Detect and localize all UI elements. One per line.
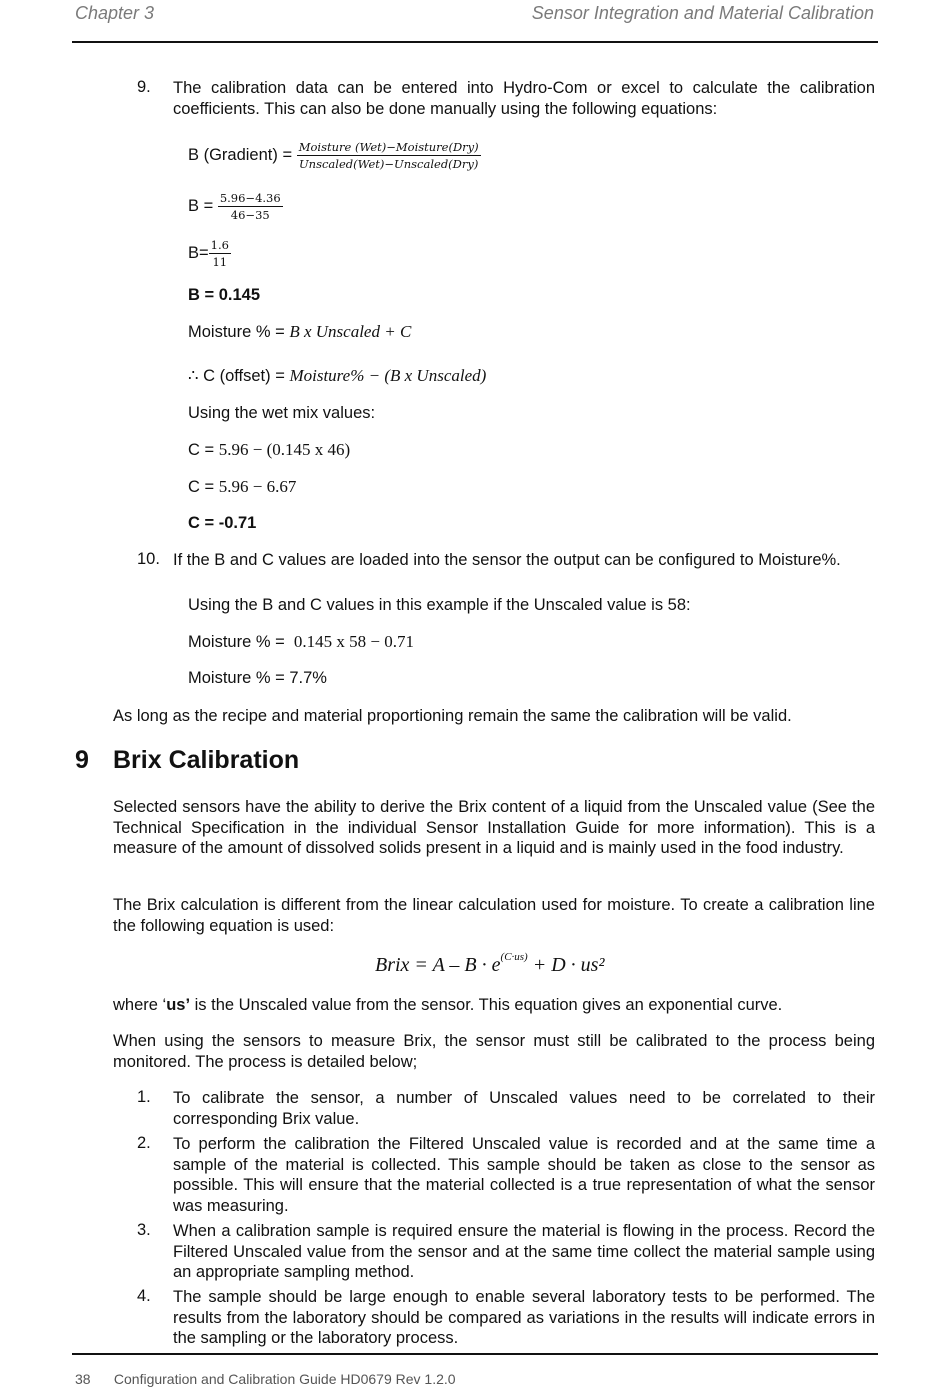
b-eq-numerator: 5.96−4.36 bbox=[219, 191, 281, 205]
b2-label: B= bbox=[188, 244, 209, 262]
moisture-label: Moisture % = bbox=[188, 323, 285, 341]
where-us-paragraph bbox=[113, 995, 875, 1016]
gradient-equation bbox=[188, 140, 481, 171]
where-pre: where ‘ bbox=[113, 996, 167, 1014]
list-item-1: To calibrate the sensor, a number of Unscaled values need to be correlated to their corresponding Brix value. bbox=[173, 1089, 875, 1128]
step-9-number: 9. bbox=[137, 78, 151, 96]
c2-label: C = bbox=[188, 478, 215, 496]
list-item-4: The sample should be large enough to enable several laboratory tests to be performed. The results from the laboratory should be compared as variations in the results will indicate errors in the sampling or the laboratory process. bbox=[173, 1288, 875, 1347]
offset-expression: Moisture% − (B x Unscaled) bbox=[289, 366, 487, 385]
b2-denominator: 11 bbox=[212, 255, 228, 269]
m1-expression: 0.145 x 58 − 0.71 bbox=[293, 632, 415, 651]
b-substitution bbox=[188, 191, 283, 222]
c1-label: C = bbox=[188, 441, 215, 459]
header-title: Sensor Integration and Material Calibration bbox=[531, 3, 874, 23]
brix-eq-tail: + D · us² bbox=[527, 954, 605, 976]
validity-note: As long as the recipe and material proportioning remain the same the calibration will be valid. bbox=[113, 707, 792, 725]
list-item-1-number: 1. bbox=[137, 1088, 151, 1106]
c-step-1 bbox=[188, 440, 350, 460]
moisture-formula bbox=[188, 322, 411, 342]
brix-equation bbox=[375, 951, 605, 977]
list-item-2: To perform the calibration the Filtered Unscaled value is recorded and at the same time a sample of the material is collected. This sample should be taken as close to the sensor as possible. This will ensure that the material collected is a true representation of what the sensor was measuring. bbox=[173, 1135, 875, 1215]
step-9-text: The calibration data can be entered into Hydro-Com or excel to calculate the calibration coefficients. This can also be done manually using the following equations: bbox=[173, 79, 875, 118]
header-chapter: Chapter 3 bbox=[75, 3, 155, 23]
list-item-4-number: 4. bbox=[137, 1287, 151, 1305]
moisture-expression: B x Unscaled + C bbox=[289, 322, 412, 341]
c-result: C = -0.71 bbox=[188, 514, 257, 532]
brix-process-paragraph: When using the sensors to measure Brix, the sensor must still be calibrated to the process being monitored. The process is detailed below; bbox=[113, 1032, 875, 1071]
page-number: 38 bbox=[75, 1371, 91, 1387]
moisture-result: Moisture % = 7.7% bbox=[188, 669, 327, 687]
list-item-3: When a calibration sample is required ensure the material is flowing in the process. Record the Filtered Unscaled value from the sensor and at the same time collect the material sample using an appropriate sampling method. bbox=[173, 1222, 875, 1281]
moisture-example bbox=[188, 632, 414, 652]
b2-numerator: 1.6 bbox=[210, 238, 229, 252]
b-eq-fraction bbox=[218, 191, 283, 222]
brix-calc-paragraph: The Brix calculation is different from the linear calculation used for moisture. To create a calibration line the following equation is used: bbox=[113, 896, 875, 935]
header-rule bbox=[72, 41, 878, 43]
brix-eq-main: Brix = A – B · e bbox=[375, 954, 501, 976]
c1-expression: 5.96 − (0.145 x 46) bbox=[218, 440, 351, 459]
where-post: is the Unscaled value from the sensor. This equation gives an exponential curve. bbox=[190, 996, 783, 1014]
wet-mix-note: Using the wet mix values: bbox=[188, 404, 376, 422]
brix-eq-exponent: (C·us) bbox=[500, 951, 528, 964]
section-title: Brix Calibration bbox=[113, 746, 300, 774]
step-10-example: Using the B and C values in this example if the Unscaled value is 58: bbox=[188, 596, 691, 614]
b-result: B = 0.145 bbox=[188, 286, 261, 304]
b-eq-label: B = bbox=[188, 197, 214, 215]
gradient-numerator: Moisture (Wet)−Moisture(Dry) bbox=[298, 140, 479, 154]
list-item-2-number: 2. bbox=[137, 1134, 151, 1152]
offset-label: ∴ C (offset) = bbox=[188, 367, 285, 385]
c-step-2 bbox=[188, 477, 296, 497]
m1-label: Moisture % = bbox=[188, 633, 285, 651]
step-10-number: 10. bbox=[137, 550, 160, 568]
gradient-label: B (Gradient) = bbox=[188, 146, 293, 164]
offset-formula bbox=[188, 366, 486, 386]
b2-fraction bbox=[209, 238, 231, 269]
c2-expression: 5.96 − 6.67 bbox=[218, 477, 297, 496]
section-number: 9 bbox=[75, 746, 89, 774]
where-bold: us’ bbox=[166, 996, 191, 1014]
footer-title: Configuration and Calibration Guide HD0679 Rev 1.2.0 bbox=[113, 1371, 456, 1387]
brix-intro-paragraph: Selected sensors have the ability to derive the Brix content of a liquid from the Unscaled value (See the Technical Specification in the individual Sensor Installation Guide for more information). This is a measure of the amount of dissolved solids present in a liquid and is mainly used in the food industry. bbox=[113, 798, 875, 857]
b-eq-denominator: 46−35 bbox=[230, 208, 270, 222]
footer-rule bbox=[72, 1353, 878, 1355]
step-10-text: If the B and C values are loaded into the sensor the output can be configured to Moisture%. bbox=[173, 551, 841, 569]
gradient-fraction bbox=[297, 140, 481, 171]
footer bbox=[75, 1371, 456, 1387]
gradient-denominator: Unscaled(Wet)−Unscaled(Dry) bbox=[298, 157, 479, 171]
list-item-3-number: 3. bbox=[137, 1221, 151, 1239]
b-simplified bbox=[188, 238, 231, 269]
